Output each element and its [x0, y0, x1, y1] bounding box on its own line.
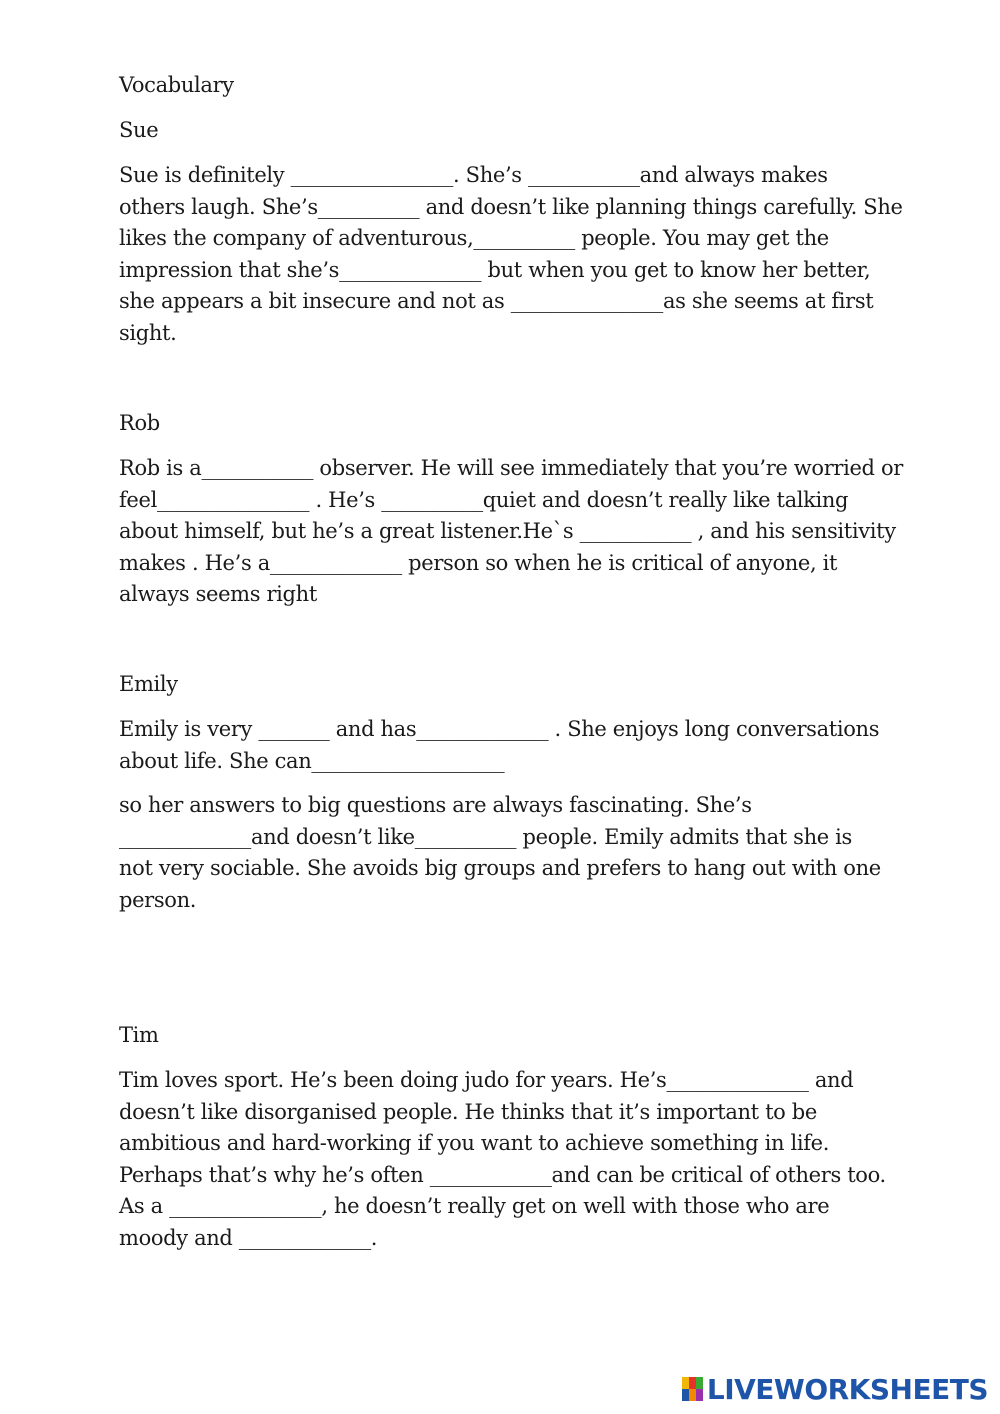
text-line: about life. She can___________________ [119, 748, 505, 773]
text-line: likes the company of adventurous,__________ people. You may get the [119, 226, 829, 251]
text-line: so her answers to big questions are always fascinating. She’s [119, 793, 752, 817]
liveworksheets-logo-icon [682, 1377, 704, 1401]
text-line: she appears a bit insecure and not as _______________as she seems at first [119, 289, 874, 314]
paragraph-rob [119, 453, 903, 611]
section-heading-emily: Emily [119, 672, 178, 696]
text-line: doesn’t like disorganised people. He thinks that it’s important to be [119, 1099, 817, 1124]
text-line: feel_______________ . He’s __________quiet and doesn’t really like talking [119, 487, 849, 512]
text-line: Tim loves sport. He’s been doing judo for years. He’s______________ and [119, 1068, 854, 1092]
section-heading-tim: Tim [119, 1023, 159, 1047]
watermark-text: LIVEWORKSHEETS [706, 1372, 988, 1406]
text-line: As a _______________, he doesn’t really get on well with those who are [119, 1194, 830, 1219]
text-line: ambitious and hard-working if you want to achieve something in life. [119, 1131, 830, 1156]
paragraph-emily [119, 714, 879, 777]
text-line: Emily is very _______ and has_____________ . She enjoys long conversations [119, 717, 880, 741]
text-line: impression that she’s______________ but when you get to know her better, [119, 257, 871, 282]
text-line: moody and _____________. [119, 1225, 378, 1250]
text-line: _____________and doesn’t like__________ people. Emily admits that she is [119, 824, 852, 849]
text-line: Perhaps that’s why he’s often ____________and can be critical of others too. [119, 1162, 886, 1187]
text-line: sight. [119, 320, 177, 345]
text-line: always seems right [119, 582, 317, 607]
text-line: Sue is definitely ________________. She’s ___________and always makes [119, 163, 828, 187]
page-title: Vocabulary [119, 73, 234, 97]
text-line: about himself, but he’s a great listener.He`s ___________ , and his sensitivity [119, 519, 896, 544]
section-heading-rob: Rob [119, 411, 160, 435]
liveworksheets-watermark [682, 1374, 988, 1404]
paragraph-emily-continued [119, 790, 881, 916]
text-line: not very sociable. She avoids big groups and prefers to hang out with one [119, 856, 881, 881]
text-line: Rob is a___________ observer. He will see immediately that you’re worried or [119, 456, 903, 480]
text-line: others laugh. She’s__________ and doesn’t like planning things carefully. She [119, 194, 903, 219]
paragraph-tim [119, 1065, 886, 1255]
paragraph-sue [119, 160, 903, 350]
text-line: person. [119, 887, 197, 912]
section-heading-sue: Sue [119, 118, 159, 142]
text-line: makes . He’s a_____________ person so when he is critical of anyone, it [119, 550, 838, 575]
